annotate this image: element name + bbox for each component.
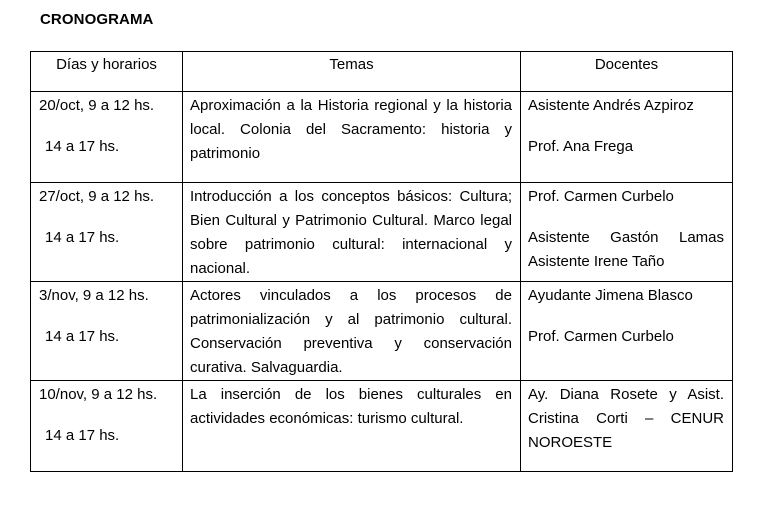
schedule-cell — [31, 183, 183, 282]
teacher-afternoon-1: Asistente Gastón Lamas — [528, 229, 724, 246]
header-dias: Días y horarios — [31, 52, 183, 92]
teacher-cell — [521, 92, 733, 183]
afternoon-time: 14 a 17 hs. — [45, 427, 120, 444]
topic-text: La inserción de los bienes culturales en actividades económicas: turismo cultural. — [190, 386, 512, 427]
teacher-cell — [521, 183, 733, 282]
schedule-cell — [31, 282, 183, 381]
morning-time: 10/nov, 9 a 12 hs. — [39, 386, 158, 403]
teacher-cell — [521, 381, 733, 472]
teacher-morning: Prof. Carmen Curbelo — [528, 188, 674, 205]
teacher-afternoon: Prof. Ana Frega — [528, 138, 634, 155]
table-row — [31, 282, 733, 381]
table-header-row — [31, 52, 733, 92]
topic-text: Actores vinculados a los procesos de patrimonialización y al patrimonio cultural. Conservación preventiva y conservación curativa. Salvaguardia. — [190, 287, 512, 376]
afternoon-time: 14 a 17 hs. — [45, 229, 120, 246]
teacher-line-3: NOROESTE — [528, 434, 613, 451]
afternoon-time: 14 a 17 hs. — [45, 328, 120, 345]
topic-text: Aproximación a la Historia regional y la historia local. Colonia del Sacramento: historia y patrimonio — [190, 97, 512, 162]
teacher-line-1: Ay. Diana Rosete y Asist. — [528, 386, 724, 403]
table-row — [31, 92, 733, 183]
teacher-cell — [521, 282, 733, 381]
topic-cell — [183, 92, 521, 183]
topic-cell — [183, 282, 521, 381]
table-row — [31, 183, 733, 282]
schedule-cell — [31, 92, 183, 183]
topic-text: Introducción a los conceptos básicos: Cultura; Bien Cultural y Patrimonio Cultural. Marco legal sobre patrimonio cultural: internacional y nacional. — [190, 188, 512, 277]
morning-time: 20/oct, 9 a 12 hs. — [39, 97, 155, 114]
morning-time: 3/nov, 9 a 12 hs. — [39, 287, 149, 304]
header-temas: Temas — [183, 52, 521, 92]
document-title: CRONOGRAMA — [40, 11, 154, 28]
schedule-cell — [31, 381, 183, 472]
topic-cell — [183, 183, 521, 282]
teacher-afternoon-2: Asistente Irene Taño — [528, 253, 665, 270]
schedule-table — [30, 51, 733, 472]
table-row — [31, 381, 733, 472]
teacher-afternoon: Prof. Carmen Curbelo — [528, 328, 674, 345]
teacher-morning: Ayudante Jimena Blasco — [528, 287, 693, 304]
morning-time: 27/oct, 9 a 12 hs. — [39, 188, 155, 205]
afternoon-time: 14 a 17 hs. — [45, 138, 120, 155]
topic-cell — [183, 381, 521, 472]
teacher-line-2: Cristina Corti – CENUR — [528, 410, 724, 427]
header-docentes: Docentes — [521, 52, 733, 92]
teacher-morning: Asistente Andrés Azpiroz — [528, 97, 694, 114]
